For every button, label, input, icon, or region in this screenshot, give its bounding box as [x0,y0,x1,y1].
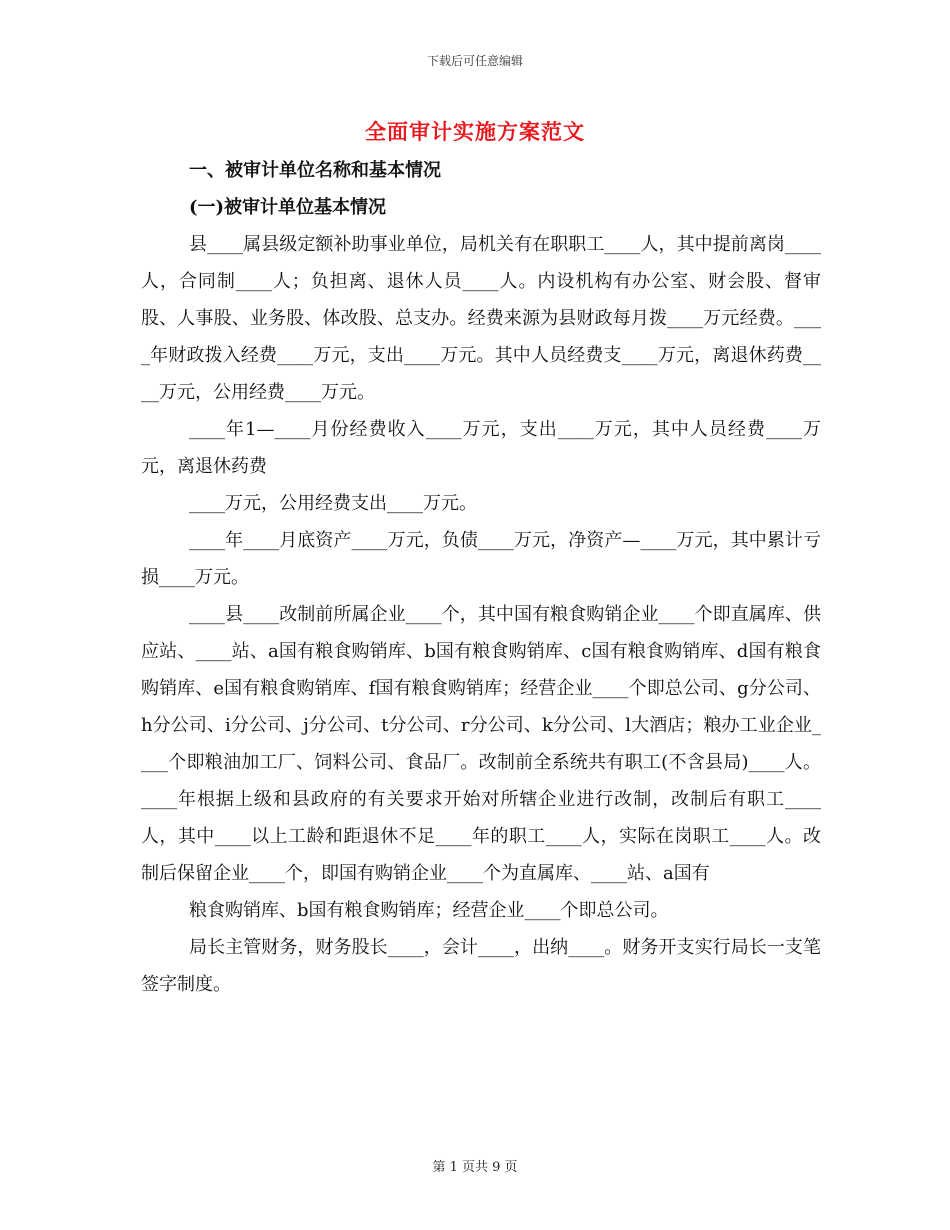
paragraph-public-expense: ____万元，公用经费支出____万元。 [189,493,477,514]
paragraph-basic-info: 县____属县级定额补助事业单位，局机关有在职职工____人，其中提前离岗____人，合同制____人；负担离、退休人员____人。内设机构有办公室、财会股、督审股、人事股、业务股、体改股、总支办。经费来源为县财政每月拨____万元经费。____年财政拨入经费____万元，支出____万元。其中人员经费支____万元，离退休药费____万元，公用经费____万元。 [141,234,821,403]
page-title: 全面审计实施方案范文 [365,119,585,144]
paragraph-assets: ____年____月底资产____万元，负债____万元，净资产—____万元，其中累计亏损____万元。 [141,530,821,588]
page-footer: 第 1 页共 9 页 [432,1160,518,1175]
section-heading: 一、被审计单位名称和基本情况 [189,160,441,181]
paragraph-retained-enterprises: 粮食购销库、b国有粮食购销库；经营企业____个即总公司。 [189,900,669,921]
subsection-heading: (一)被审计单位基本情况 [189,197,387,218]
header-note: 下载后可任意编辑 [426,54,523,68]
document-body [141,152,821,1003]
paragraph-finance-management: 局长主管财务，财务股长____，会计____，出纳____。财务开支实行局长一支笔签字制度。 [141,937,821,995]
paragraph-funding: ____年1—____月份经费收入____万元，支出____万元，其中人员经费____万元，离退休药费 [141,419,821,477]
paragraph-enterprises: ____县____改制前所属企业____个，其中国有粮食购销企业____个即直属库、供应站、____站、a国有粮食购销库、b国有粮食购销库、c国有粮食购销库、d国有粮食购销库、e国有粮食购销库、f国有粮食购销库；经营企业____个即总公司、g分公司、h分公司、i分公司、j分公司、t分公司、r分公司、k分公司、l大酒店；粮办工业企业____个即粮油加工厂、饲料公司、食品厂。改制前全系统共有职工(不含县局)____人。____年根据上级和县政府的有关要求开始对所辖企业进行改制，改制后有职工____人，其中____以上工龄和距退休不足____年的职工____人，实际在岗职工____人。改制后保留企业____个，即国有购销企业____个为直属库、____站、a国有 [141,604,821,884]
